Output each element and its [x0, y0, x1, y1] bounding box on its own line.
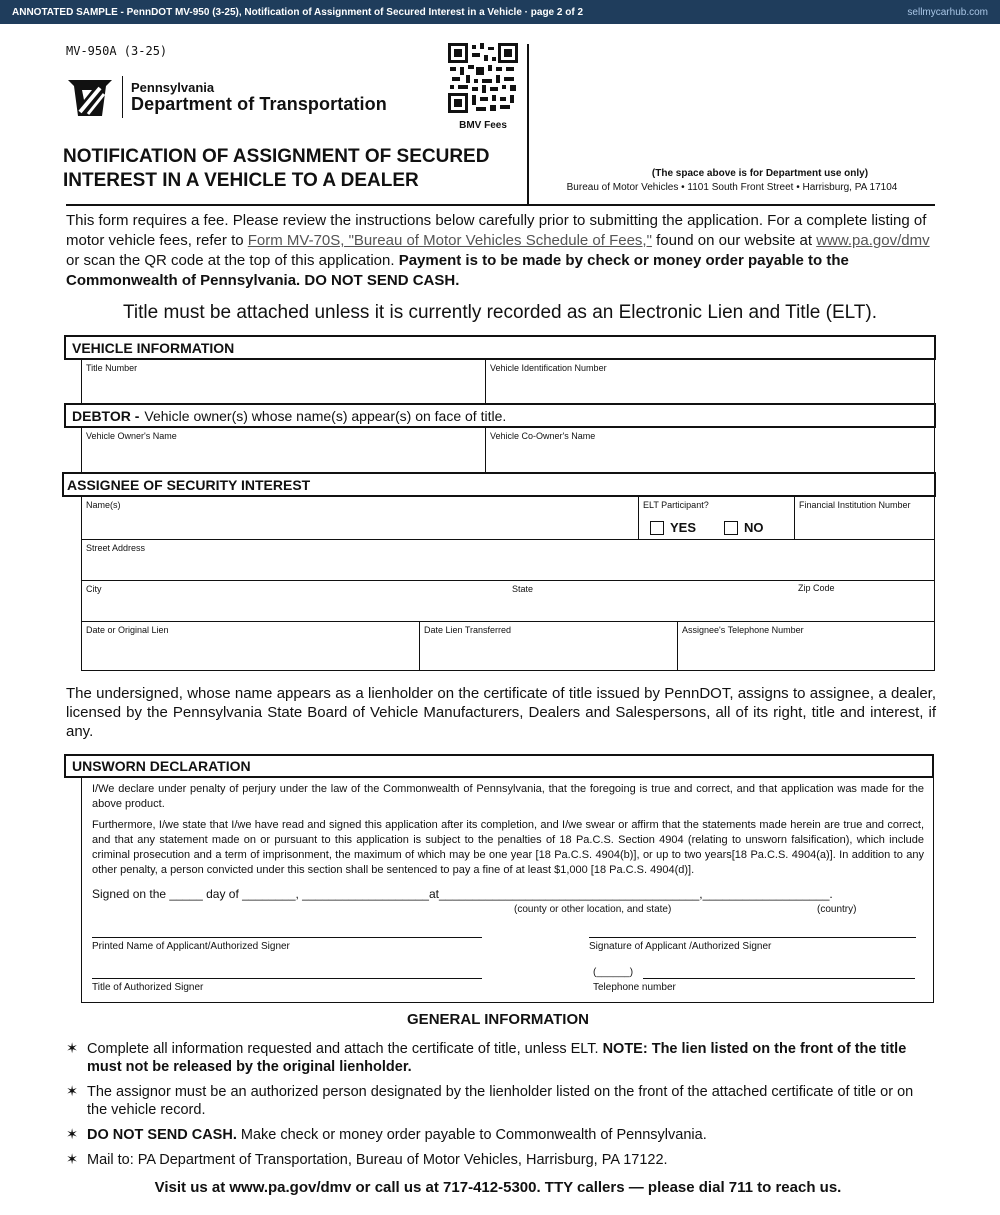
debtor-section-heading	[64, 403, 936, 428]
logo-divider	[122, 76, 123, 118]
signature-caption: Signature of Applicant /Authorized Signer	[589, 941, 772, 952]
intro-text-2: found on our website at	[651, 232, 817, 249]
penndot-logo	[66, 74, 396, 124]
dmv-website-link[interactable]: www.pa.gov/dmv	[816, 232, 930, 249]
signer-title-caption: Title of Authorized Signer	[92, 982, 204, 993]
state-label: State	[512, 584, 534, 594]
phone-line[interactable]	[643, 978, 915, 979]
declaration-para-2: Furthermore, I/we state that I/we have read and signed this application after its completion, and I/we swear or affirm that the statements made herein are true and correct, and that any statement made on or pursuant to this application is subject to the penalties of 18 Pa.C.S. Section 4904 (relating to unsworn falsification), which include criminal prosecution and a term of imprisonment, the maximum of which may be one year [18 Pa.C.S. 4904(b)], or up to two years[18 Pa.C.S. 4904(a)]. In addition to any other penalty, a person convicted under this section shall be sentenced to pay a fine of at least $1,000 [18 Pa.C.S. 4904(d)].	[92, 819, 924, 876]
signature-line[interactable]	[589, 937, 916, 938]
title-attach-notice: Title must be attached unless it is currently recorded as an Electronic Lien and Title (ELT).	[122, 302, 878, 323]
banner-text: ANNOTATED SAMPLE - PennDOT MV-950 (3-25), Notification of Assignment of Secured Interest in a Vehicle · page 2 of 2	[12, 6, 584, 18]
bullet-star-icon: ✶	[66, 1041, 79, 1057]
county-caption: (county or other location, and state)	[514, 904, 672, 915]
city-label: City	[86, 584, 102, 594]
vehicle-section-heading	[64, 335, 936, 360]
lien-transferred-label: Date Lien Transferred	[424, 625, 512, 635]
vin-field[interactable]	[485, 359, 935, 404]
bullet-star-icon: ✶	[66, 1084, 79, 1100]
assignee-phone-field[interactable]	[677, 621, 935, 671]
assignee-phone-label: Assignee's Telephone Number	[682, 625, 804, 635]
assignee-heading-text: ASSIGNEE OF SECURITY INTEREST	[67, 476, 311, 493]
elt-no-checkbox[interactable]	[724, 521, 738, 535]
assignee-names-field[interactable]	[81, 496, 639, 540]
assignee-section-heading	[62, 472, 936, 497]
coowner-name-label: Vehicle Co-Owner's Name	[490, 431, 596, 441]
signer-title-line[interactable]	[92, 978, 482, 979]
qr-code-icon[interactable]	[448, 43, 518, 113]
phone-caption: Telephone number	[593, 982, 676, 993]
city-state-zip-row[interactable]	[81, 580, 935, 622]
names-label: Name(s)	[86, 500, 121, 510]
form-number: MV-950A (3-25)	[66, 44, 168, 58]
elt-yes-label: YES	[670, 520, 697, 535]
intro-text-1: This form requires a fee. Please review the instructions below carefully prior to submitting the application. For a complete listing of motor vehicle fees, refer to	[66, 212, 927, 249]
vin-label: Vehicle Identification Number	[490, 363, 607, 373]
form-title	[63, 145, 523, 193]
form-title-line1: NOTIFICATION OF ASSIGNMENT OF SECURED	[63, 146, 490, 167]
bullet-2-text: The assignor must be an authorized person designated by the lienholder listed on the front of the attached certificate of title or on the vehicle record.	[87, 1084, 914, 1118]
header-divider	[527, 44, 529, 204]
phone-area-code[interactable]: (______)	[593, 967, 634, 978]
street-address-field[interactable]	[81, 539, 935, 581]
elt-no-option[interactable]	[724, 520, 764, 535]
footer-contact: Visit us at www.pa.gov/dmv or call us at 717-412-5300. TTY callers — please dial 711 to reach us.	[154, 1179, 842, 1196]
debtor-heading-description: Vehicle owner(s) whose name(s) appear(s) on face of title.	[144, 407, 507, 424]
header-rule	[66, 204, 935, 206]
general-info-heading: GENERAL INFORMATION	[407, 1011, 589, 1028]
bureau-address: Bureau of Motor Vehicles • 1101 South Front Street • Harrisburg, PA 17104	[566, 182, 898, 193]
printed-name-line[interactable]	[92, 937, 482, 938]
declaration-para-1: I/We declare under penalty of perjury under the law of the Commonwealth of Pennsylvania, that the foregoing is true and correct, and that application was made for the above product.	[92, 783, 924, 810]
lien-transferred-date-field[interactable]	[419, 621, 678, 671]
bullet-3-text: Make check or money order payable to Commonwealth of Pennsylvania.	[236, 1127, 707, 1143]
list-item	[66, 1151, 936, 1169]
bullet-star-icon: ✶	[66, 1152, 79, 1168]
assignment-statement: The undersigned, whose name appears as a lienholder on the certificate of title issued by PennDOT, assigns to assignee, a dealer, licensed by the Pennsylvania State Board of Vehicle Manufacturers, Dealers and Salespersons, all of its right, title and interest, if any.	[66, 685, 936, 740]
coowner-name-field[interactable]	[485, 427, 935, 473]
bullet-3-bold: DO NOT SEND CASH.	[87, 1127, 237, 1143]
owner-name-label: Vehicle Owner's Name	[86, 431, 177, 441]
financial-institution-label: Financial Institution Number	[799, 500, 911, 510]
bullet-1-note: NOTE: The lien listed on the front of the title must not be released by the original lienholder.	[87, 1041, 907, 1075]
banner-site[interactable]: sellmycarhub.com	[907, 6, 988, 18]
debtor-heading-text: DEBTOR -	[72, 407, 140, 424]
original-lien-date-label: Date or Original Lien	[86, 625, 169, 635]
elt-no-label: NO	[744, 520, 764, 535]
zip-label: Zip Code	[798, 583, 835, 593]
department-use-note: (The space above is for Department use only)	[651, 168, 869, 179]
vehicle-heading-text: VEHICLE INFORMATION	[72, 339, 235, 356]
printed-name-caption: Printed Name of Applicant/Authorized Signer	[92, 941, 290, 952]
logo-line1: Pennsylvania	[131, 80, 215, 95]
declaration-text	[92, 782, 924, 884]
declaration-heading-text: UNSWORN DECLARATION	[72, 758, 251, 774]
bullet-star-icon: ✶	[66, 1127, 79, 1143]
title-number-field[interactable]	[81, 359, 486, 404]
list-item	[66, 1126, 936, 1144]
logo-line2: Department of Transportation	[131, 94, 387, 114]
qr-caption: BMV Fees	[459, 120, 507, 131]
country-caption: (country)	[817, 904, 857, 915]
street-address-label: Street Address	[86, 543, 146, 553]
top-banner	[0, 0, 1000, 24]
owner-name-field[interactable]	[81, 427, 486, 473]
payment-notice: Payment is to be made by check or money order payable to the Commonwealth of Pennsylvania. DO NOT SEND CASH.	[66, 252, 849, 289]
form-title-line2: INTEREST IN A VEHICLE TO A DEALER	[63, 170, 419, 191]
original-lien-date-field[interactable]	[81, 621, 420, 671]
list-item	[66, 1083, 936, 1119]
signed-on-line[interactable]: Signed on the _____ day of ________, ___________________at_______________________________________,___________________.	[92, 887, 833, 901]
intro-text-3: or scan the QR code at the top of this application.	[66, 252, 399, 269]
financial-institution-field[interactable]	[794, 496, 935, 540]
keystone-logo-icon	[66, 76, 114, 120]
fee-schedule-link[interactable]: Form MV-70S, "Bureau of Motor Vehicles Schedule of Fees,"	[247, 232, 652, 249]
elt-label: ELT Participant?	[643, 500, 709, 510]
general-info-list	[66, 1040, 936, 1176]
declaration-section-heading	[64, 754, 934, 778]
elt-yes-checkbox[interactable]	[650, 521, 664, 535]
title-number-label: Title Number	[86, 363, 138, 373]
list-item	[66, 1040, 936, 1076]
intro-paragraph	[66, 211, 936, 291]
bullet-4-text: Mail to: PA Department of Transportation, Bureau of Motor Vehicles, Harrisburg, PA 17122.	[87, 1152, 668, 1168]
bullet-1-text: Complete all information requested and attach the certificate of title, unless ELT.	[87, 1041, 603, 1057]
elt-yes-option[interactable]	[650, 520, 696, 535]
